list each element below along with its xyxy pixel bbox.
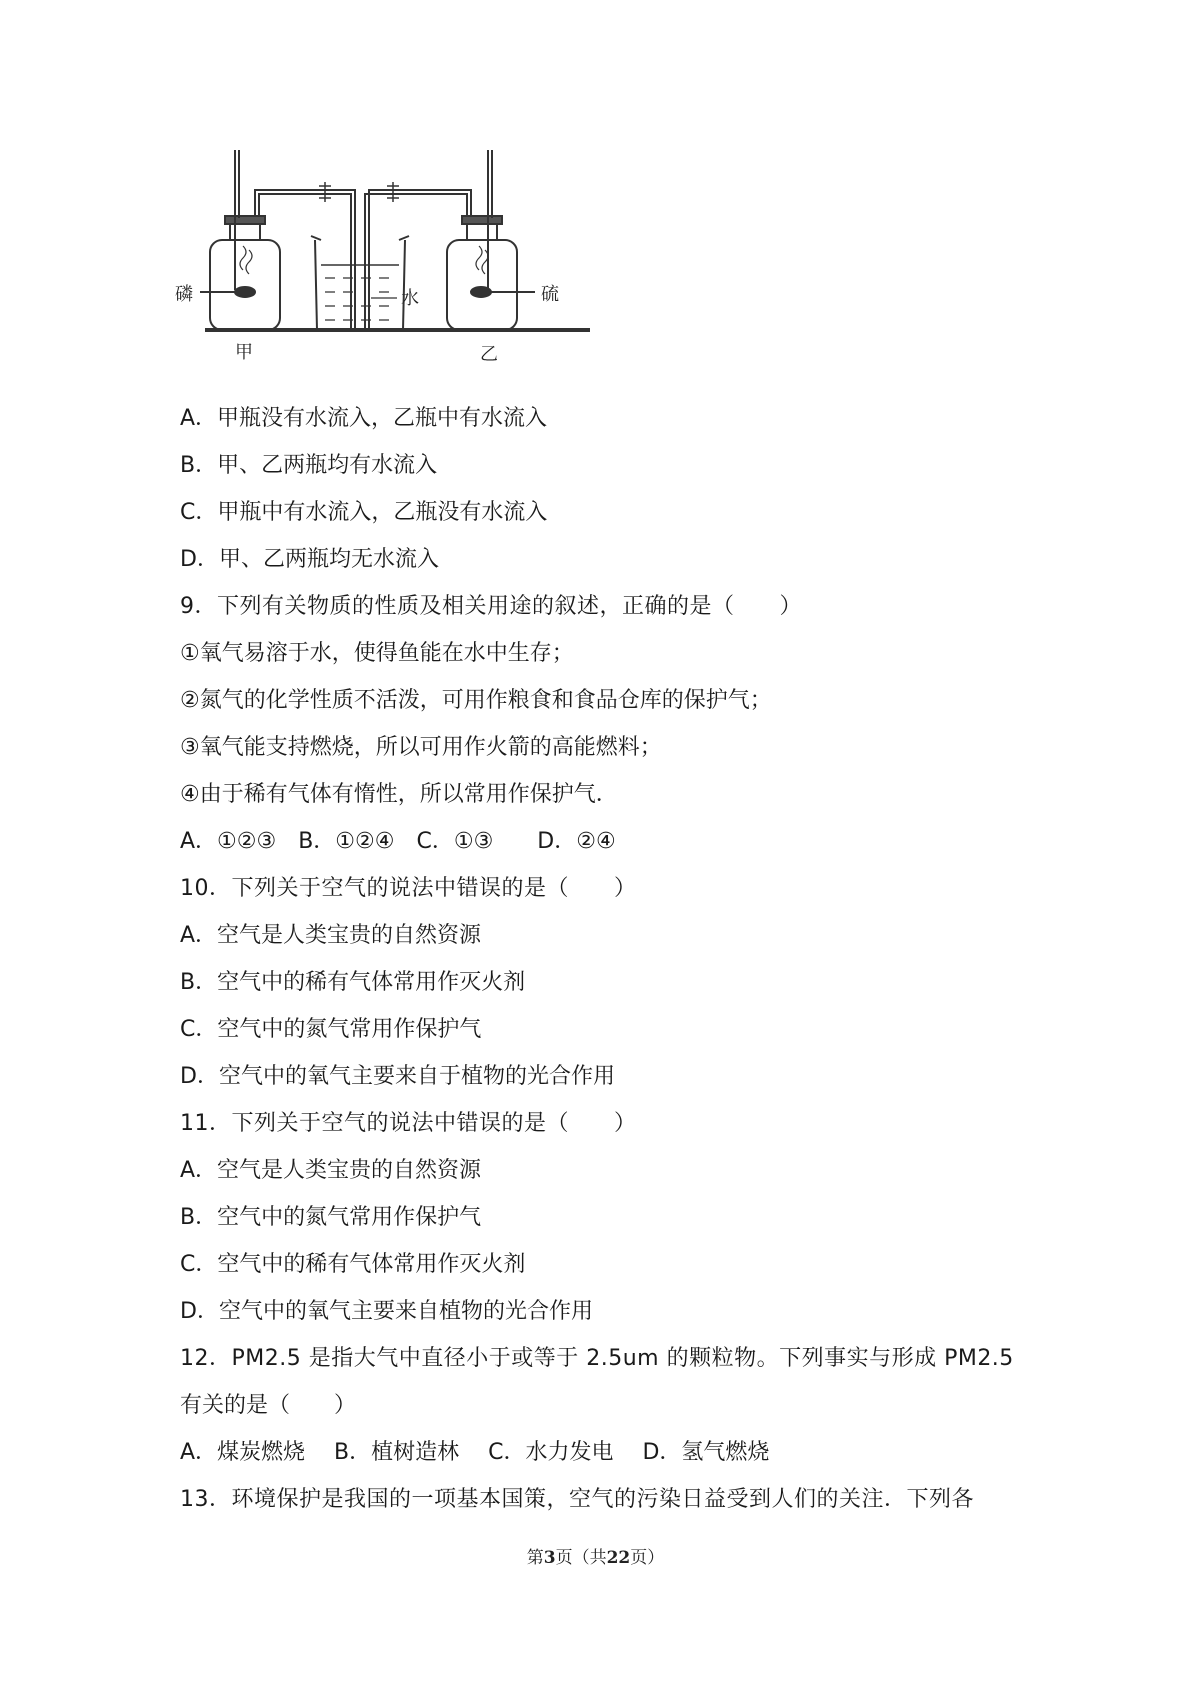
question-12: 12．PM2.5 是指大气中直径小于或等于 2.5um 的颗粒物。下列事实与形成 PM2.5	[180, 1346, 1014, 1371]
figure-label-sulfur: 硫	[541, 284, 559, 305]
statement-3: ③氧气能支持燃烧，所以可用作火箭的高能燃料；	[180, 735, 662, 760]
footer-prefix: 第	[526, 1548, 544, 1568]
option-b-q8: B．甲、乙两瓶均有水流入	[180, 453, 438, 478]
option-d-q10: D．空气中的氧气主要来自于植物的光合作用	[180, 1064, 615, 1089]
footer-total-pages: 22	[606, 1548, 631, 1568]
option-c-q11: C．空气中的稀有气体常用作灭火剂	[180, 1252, 526, 1277]
question-13: 13．环境保护是我国的一项基本国策，空气的污染日益受到人们的关注．下列各	[180, 1487, 974, 1512]
question-12-cont: 有关的是（ ）	[180, 1393, 357, 1418]
options-q12: A．煤炭燃烧 B．植树造林 C．水力发电 D．氢气燃烧	[180, 1440, 770, 1465]
footer-suffix: 页）	[630, 1548, 665, 1568]
option-c-q10: C．空气中的氮气常用作保护气	[180, 1017, 482, 1042]
option-a-q8: A．甲瓶没有水流入，乙瓶中有水流入	[180, 406, 548, 431]
figure-caption-jia: 甲	[235, 342, 253, 363]
option-b-q10: B．空气中的稀有气体常用作灭火剂	[180, 970, 526, 995]
options-q9: A．①②③ B．①②④ C．①③ D．②④	[180, 829, 616, 854]
footer-middle: 页（共	[555, 1548, 607, 1568]
question-11: 11．下列关于空气的说法中错误的是（ ）	[180, 1111, 637, 1136]
option-b-q11: B．空气中的氮气常用作保护气	[180, 1205, 482, 1230]
option-a-q10: A．空气是人类宝贵的自然资源	[180, 923, 482, 948]
option-c-q8: C．甲瓶中有水流入，乙瓶没有水流入	[180, 500, 548, 525]
figure-label-water: 水	[401, 288, 419, 309]
figure-label-phosphorus: 磷	[175, 284, 193, 305]
apparatus-figure	[175, 150, 635, 398]
footer-page-number: 3	[543, 1548, 556, 1568]
statement-1: ①氧气易溶于水，使得鱼能在水中生存；	[180, 641, 574, 666]
option-a-q11: A．空气是人类宝贵的自然资源	[180, 1158, 482, 1183]
option-d-q11: D．空气中的氧气主要来自植物的光合作用	[180, 1299, 593, 1324]
question-9: 9．下列有关物质的性质及相关用途的叙述，正确的是（ ）	[180, 594, 802, 619]
statement-2: ②氮气的化学性质不活泼，可用作粮食和食品仓库的保护气；	[180, 688, 772, 713]
figure-caption-yi: 乙	[480, 344, 498, 365]
statement-4: ④由于稀有气体有惰性，所以常用作保护气．	[180, 782, 618, 807]
option-d-q8: D．甲、乙两瓶均无水流入	[180, 547, 439, 572]
page-footer	[0, 1543, 1191, 1568]
question-10: 10．下列关于空气的说法中错误的是（ ）	[180, 876, 637, 901]
